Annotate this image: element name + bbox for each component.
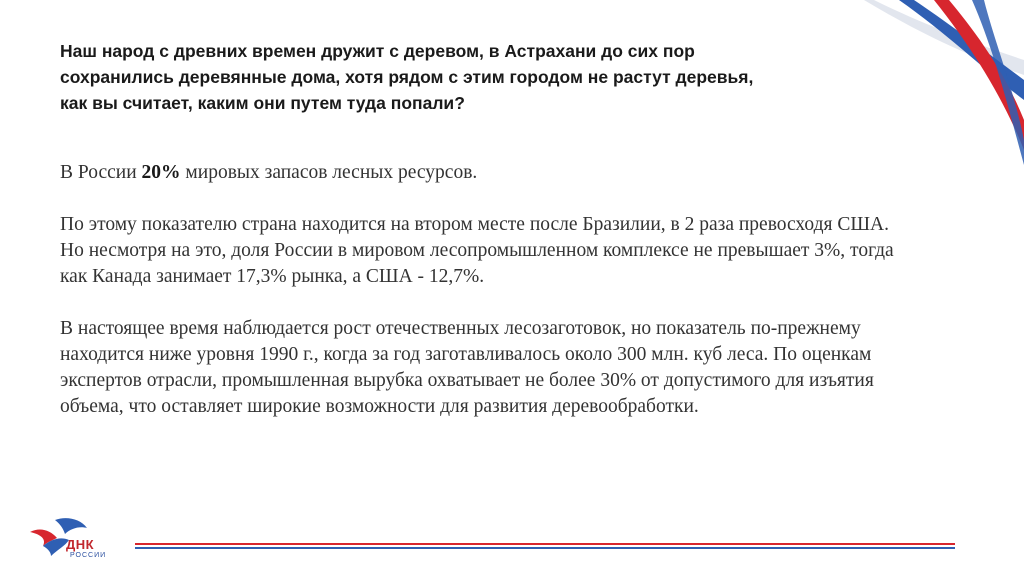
footer-line-blue: [135, 547, 955, 549]
flag-ribbon-decoration: [854, 0, 1024, 170]
logo-wordmark: ДНК: [66, 537, 95, 552]
paragraph-text: мировых запасов лесных ресурсов.: [180, 162, 478, 183]
footer-divider: [135, 543, 955, 553]
slide-body: [60, 160, 910, 446]
paragraph-text: В России: [60, 162, 142, 183]
logo-subtitle: РОССИИ: [70, 552, 107, 559]
slide-question-heading: Наш народ с древних времен дружит с деревом, в Астрахани до сих пор сохранились деревянные дома, хотя рядом с этим городом не растут деревья, как вы считает, каким они путем туда попали?: [60, 41, 754, 113]
paragraph-ranking: По этому показателю страна находится на втором месте после Бразилии, в 2 раза превосходя США. Но несмотря на это, доля России в мировом лесопромышленном комплексе не превышает 3%, тогда как Канада занимает 17,3% рынка, а США - 12,7%.: [60, 214, 894, 287]
highlight-percent: 20%: [141, 162, 181, 183]
paragraph-logging: В настоящее время наблюдается рост отечественных лесозаготовок, но показатель по-прежнему находится ниже уровня 1990 г., когда за год заготавливалось около 300 млн. куб леса. По оценкам экспертов отрасли, промышленная вырубка охватывает не более 30% от допустимого для изъятия объема, что оставляет широкие возможности для развития деревообработки.: [60, 318, 874, 417]
footer-line-red: [135, 543, 955, 545]
paragraph-forest-share: [60, 160, 910, 186]
